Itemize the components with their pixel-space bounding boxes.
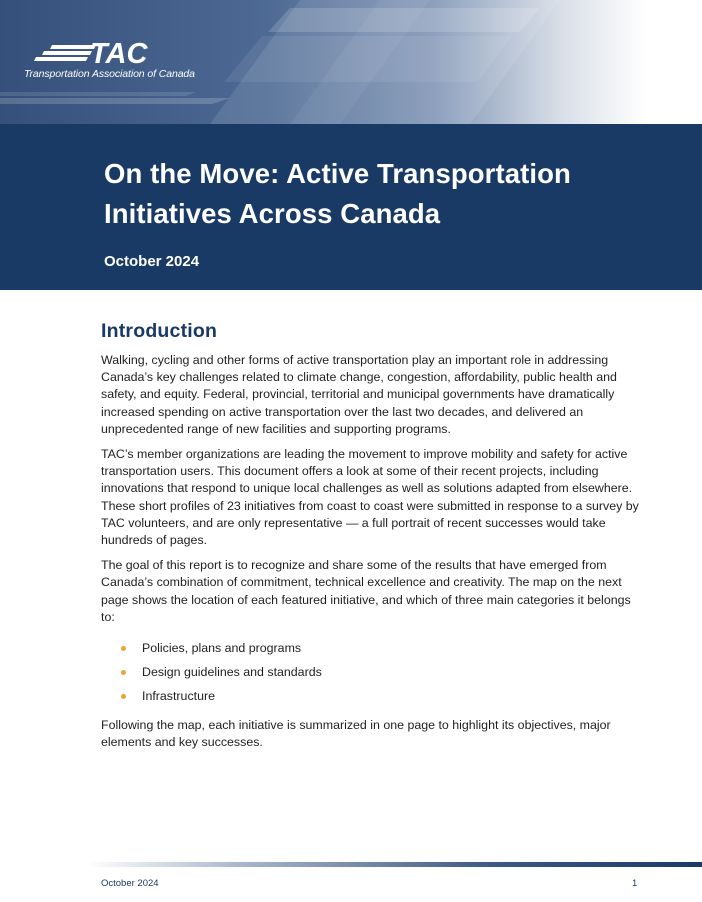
list-item-label: Policies, plans and programs <box>142 641 302 656</box>
bullet-icon <box>121 646 126 651</box>
logo-caption: Transportation Association of Canada <box>24 68 195 80</box>
category-list <box>101 640 641 705</box>
bullet-icon <box>121 694 126 699</box>
introduction-section <box>101 320 641 759</box>
section-heading: Introduction <box>101 320 218 342</box>
header-banner <box>0 0 702 124</box>
footer-rule <box>86 862 702 867</box>
paragraph-1: Walking, cycling and other forms of active transportation play an important role in addressing Canada’s key challenges related to climate change, congestion, affordability, public health and safety, and equity. Federal, provincial, territorial and municipal governments have dramatically increased spending on active transportation over the last two decades, and delivered an unprecedented range of new facilities and supporting programs. <box>101 353 617 436</box>
bullet-icon <box>121 670 126 675</box>
list-item-label: Infrastructure <box>142 689 215 704</box>
footer-date: October 2024 <box>101 878 159 889</box>
tac-logo <box>22 36 195 86</box>
document-title-line-2: Initiatives Across Canada <box>104 198 441 229</box>
logo-text: TAC <box>90 38 148 68</box>
document-title-line-1: On the Move: Active Transportation <box>104 158 571 189</box>
tac-logo-mark <box>22 36 162 68</box>
list-item <box>101 688 641 705</box>
closing-paragraph: Following the map, each initiative is summarized in one page to highlight its objectives, major elements and key successes. <box>101 718 611 750</box>
paragraph-2: TAC’s member organizations are leading the movement to improve mobility and safety for active transportation users. This document offers a look at some of their recent projects, including innovations that respond to unique local challenges as well as solutions adapted from elsewhere. These short profiles of 23 initiatives from coast to coast were submitted in response to a survey by TAC volunteers, and are only representative — a full portrait of recent successes would take hundreds of pages. <box>101 447 639 548</box>
document-date: October 2024 <box>104 253 200 270</box>
paragraph-3: The goal of this report is to recognize and share some of the results that have emerged from Canada’s combination of commitment, technical excellence and creativity. The map on the next page shows the location of each featured initiative, and which of three main categories it belongs to: <box>101 558 631 624</box>
document-title <box>104 154 664 234</box>
list-item <box>101 640 641 657</box>
list-item-label: Design guidelines and standards <box>142 665 322 680</box>
list-item <box>101 664 641 681</box>
page-number: 1 <box>632 878 638 889</box>
